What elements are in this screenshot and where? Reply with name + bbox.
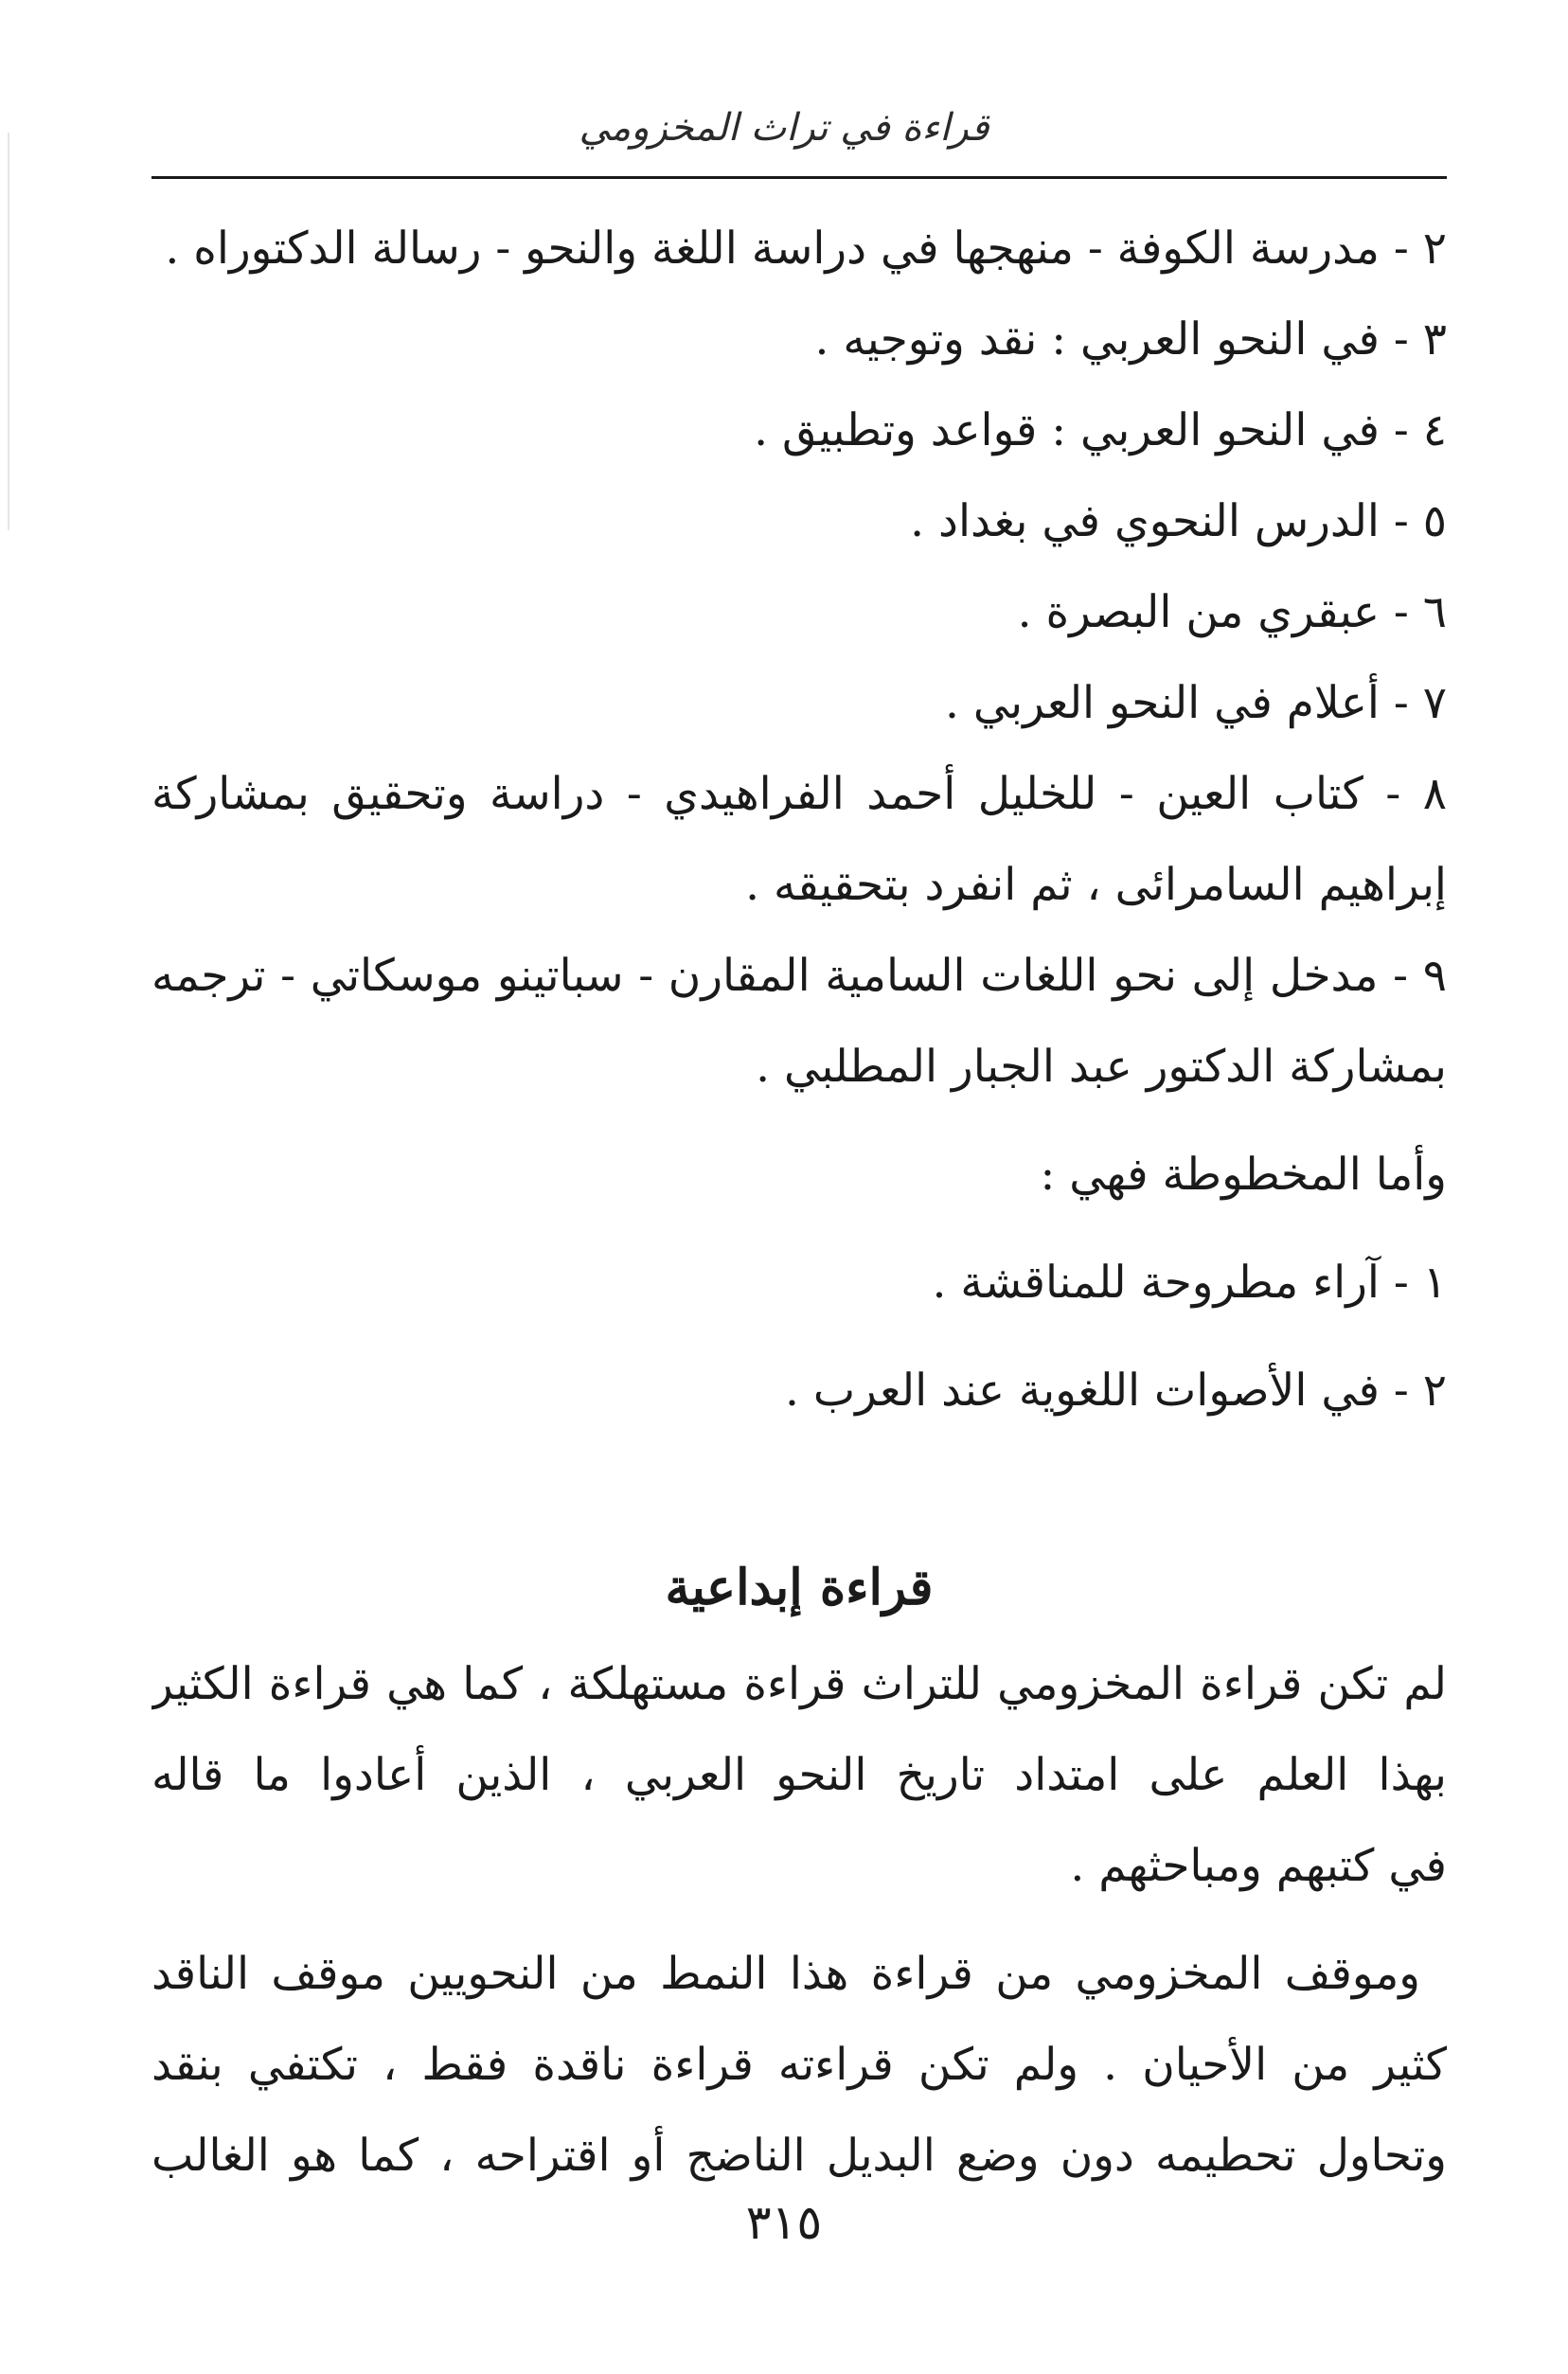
page-body — [151, 204, 1447, 2202]
section-heading: قراءة إبداعية — [665, 1559, 934, 1616]
paragraph-line: بهذا العلم على امتداد تاريخ النحو العربي ، الذين أعادوا ما قاله — [151, 1749, 1447, 1801]
scan-edge-shadow — [8, 133, 9, 530]
manuscripts-intro: وأما المخطوطة فهي : — [1040, 1149, 1447, 1201]
spacer — [151, 1221, 1447, 1238]
running-header-title: قراءة في تراث المخزومي — [579, 106, 989, 150]
page-number: ٣١٥ — [745, 2195, 823, 2250]
list-item: ٥ - الدرس النحوي في بغداد . — [910, 495, 1447, 547]
header-divider-rule — [151, 176, 1447, 179]
list-item: ٣ - في النحو العربي : نقد وتوجيه . — [814, 313, 1447, 366]
paragraph-line: كثير من الأحيان . ولم تكن قراءته قراءة ناقدة فقط ، تكتفي بنقد — [151, 2039, 1447, 2091]
list-item: ٦ - عبقري من البصرة . — [1017, 586, 1447, 638]
paragraph-line: وموقف المخزومي من قراءة هذا النمط من النحويين موقف الناقد — [151, 1948, 1420, 2000]
manuscripts-block — [151, 1130, 1447, 1437]
paragraph-1 — [151, 1639, 1447, 1912]
paragraph-2 — [151, 1929, 1447, 2202]
manuscript-item: ١ - آراء مطروحة للمناقشة . — [932, 1257, 1447, 1309]
paragraph-line: في كتبهم ومباحثهم . — [1070, 1840, 1447, 1892]
list-item-8-line-1: ٨ - كتاب العين - للخليل أحمد الفراهيدي - دراسة وتحقيق بمشاركة — [151, 768, 1447, 820]
spacer — [151, 1437, 1447, 1541]
list-item-8-line-2: إبراهيم السامرائى ، ثم انفرد بتحقيقه . — [745, 859, 1447, 911]
list-item: ٤ - في النحو العربي : قواعد وتطبيق . — [754, 404, 1447, 456]
spacer — [151, 1113, 1447, 1130]
spacer — [151, 1329, 1447, 1346]
works-list — [151, 204, 1447, 1113]
spacer — [151, 1912, 1447, 1929]
list-item: ٢ - مدرسة الكوفة - منهجها في دراسة اللغة والنحو - رسالة الدكتوراه . — [165, 223, 1447, 275]
list-item-9-line-2: بمشاركة الدكتور عبد الجبار المطلبي . — [756, 1041, 1447, 1093]
list-item-9-line-1: ٩ - مدخل إلى نحو اللغات السامية المقارن - سباتينو موسكاتي - ترجمه — [151, 950, 1447, 1002]
manuscript-item: ٢ - في الأصوات اللغوية عند العرب . — [785, 1365, 1447, 1417]
paragraph-line: وتحاول تحطيمه دون وضع البديل الناضج أو اقتراحه ، كما هو الغالب — [151, 2130, 1447, 2182]
paragraph-line: لم تكن قراءة المخزومي للتراث قراءة مستهلكة ، كما هي قراءة الكثير — [151, 1658, 1447, 1710]
list-item: ٧ - أعلام في النحو العربي . — [944, 677, 1447, 729]
